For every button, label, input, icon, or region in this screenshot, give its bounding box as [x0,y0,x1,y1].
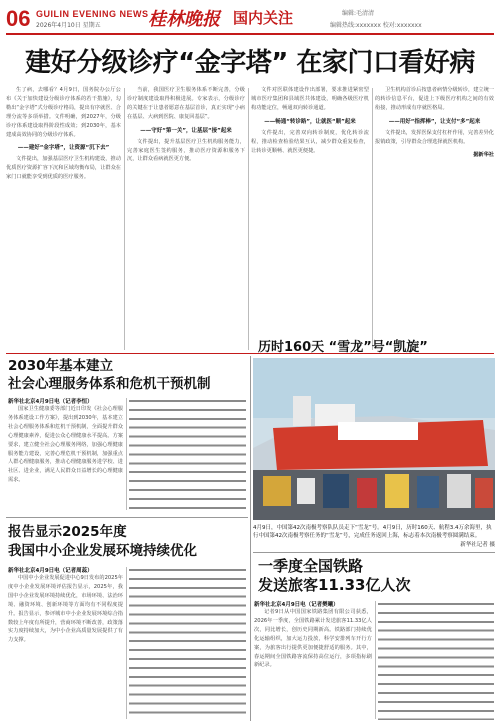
lead-paragraph: 文件提出，提升基层医疗卫生机构服务能力，完善家庭医生签约服务，推动医疗资源和服务下沉，让群众看病就医更方便。 [127,138,245,163]
lead-column-1 [6,86,121,351]
page-number: 06 [6,6,31,31]
section-title: 国内关注 [233,9,294,27]
story-byline: 新华社北京4月9日电（记者李恒） [8,399,93,405]
photo-story-headline: 历时160天 “雪龙”号“凯旋” [258,340,428,355]
story-byline: 新华社北京4月9日电（记者樊曦） [254,602,339,608]
story-text-block [378,600,494,720]
section-rule [253,552,495,553]
lead-subhead: ——畅通“转诊路”，让就医“顺”起来 [264,118,356,125]
publication-name: GUILIN EVENING NEWS [36,9,149,19]
lead-paragraph: 文件对医联体建设作出部署，要求推进紧密型城市医疗集团和县域医共体建设，明确各级医疗机构功能定位，畅通双向转诊通道。 [251,87,369,111]
story-headline-line2: 发送旅客11.33亿人次 [258,576,411,594]
column-divider [372,88,373,350]
story-text-block [129,397,246,511]
story-headline-line1: 一季度全国铁路 [258,557,364,575]
story-headline-line1: 报告显示2025年度 [8,524,127,540]
lead-paragraph: 文件提出，发挥医保支付杠杆作用，完善差异化报销政策，引导群众合理选择就医机构。 [375,129,494,145]
story-headline-line1: 2030年基本建立 [8,358,114,374]
column-divider [126,398,127,510]
lead-paragraph: 卫生机构首诊后按患者病情分级转诊，建立统一的转诊信息平台，促进上下级医疗机构之间的有效衔接，推动形成有序就医格局。 [375,87,494,111]
snow-dragon-photo [253,358,495,520]
story-paragraph: 中国中小企业发展促进中心9日发布的2025年度中小企业发展环境评估报告显示，2025年，我国中小企业发展环境持续优化，市场环境、法治环境、融资环境、创新环境等方面均有不同程度提升。报告显示，参评城市中小企业发展环境综合指数较上年度有所提升，营商环境不断改善，政策落实力度持续加大，为中小企业高质量发展提供了有力支撑。 [8,575,123,644]
story-column [254,600,372,720]
page-header [0,0,500,36]
lead-column-4 [375,86,494,351]
lead-column-3 [251,86,369,351]
section-rule [6,517,248,518]
story-headline-line2: 社会心理服务体系和危机干预机制 [8,376,211,392]
column-divider [248,88,249,350]
newspaper-logo: 桂林晚报 [148,9,220,30]
lead-byline: 据新华社 [473,151,494,158]
lead-subhead: ——守好“第一关”，让基层“接”起来 [140,127,232,134]
story-column [8,397,123,511]
lead-subhead: ——用好“指挥棒”，让支付“多”起来 [388,118,481,125]
story-headline-line2: 我国中小企业发展环境持续优化 [8,543,197,559]
story-text-block [129,566,246,720]
lead-subhead: ——建好“金字塔”，让资源“沉下去” [17,145,110,152]
photo-caption [253,524,495,549]
story-column [8,566,123,720]
column-divider [375,601,376,719]
lead-paragraph: 生了病，去哪看？4月9日，国务院办公厅公布《关于加快建设分级诊疗体系的若干措施》，勾勒出“金字塔”式分级诊疗格局，提出有序就医、合理分流等多项举措。文件明确，到2027年，分级诊疗体系建设取得阶段性成效；到2030年，基本建成高效协同的分级诊疗体系。 [6,87,121,138]
lead-column-2 [127,86,245,351]
ship-arrival-image [253,358,495,520]
issue-date: 2026年4月10日 星期五 [36,22,101,29]
lead-paragraph: 文件提出，加强基层医疗卫生机构建设，推动优质医疗资源扩容下沉和区域均衡布局，让群众在家门口就能享受到优质的医疗服务。 [6,156,121,181]
lead-paragraph: 当前，我国医疗卫生服务体系不断完善，分级诊疗制度建设取得积极进展。专家表示，分级诊疗的关键在于让患者愿意在基层首诊，真正实现“小病在基层、大病到医院、康复回基层”。 [127,87,245,120]
column-divider [126,567,127,719]
caption-text: 4月9日，中国第42次南极考察队队员走下“雪龙”号。4月9日，历时160天、航程3.4万余海里，执行中国第42次南极考察任务的“雪龙”号，完成任务返回上海，标志着本次南极考察圆满结束。 [253,525,492,540]
column-divider [124,88,125,350]
story-paragraph: 记者9日从中国国家铁路集团有限公司获悉，2026年一季度，全国铁路累计发送旅客11.33亿人次，同比增长，创历史同期新高。铁路部门持续优化运输组织，加大运力投放，科学安排列车开行方案，为旅客出行提供更加便捷舒适的服务。其中，春运期间全国铁路客流保持高位运行，多项指标刷新纪录。 [254,609,372,669]
lead-headline: 建好分级诊疗“金字塔” 在家门口看好病 [25,48,475,78]
story-byline: 新华社北京4月9日电（记者周蕊） [8,568,93,574]
header-rule [6,33,494,35]
page-divider [250,356,251,721]
lead-paragraph: 文件提出，完善双向转诊制度，优化转诊流程，推动检查检验结果互认，减少群众重复检查，让转诊更顺畅、就医更便捷。 [251,129,369,154]
story-paragraph: 国家卫生健康委等部门近日印发《社会心理服务体系建设工作方案》，提出到2030年，基本建立社会心理服务体系和危机干预机制，全面提升群众心理健康素养，促进公众心理健康水平提高。方案要求，建立健全社会心理服务网络，加强心理健康服务能力建设，完善心理危机干预机制，加强重点人群心理健康服务，推动心理健康服务进学校、进社区、进企业，满足人民群众日益增长的心理健康需求。 [8,406,123,484]
photo-credit: 新华社记者 摄 [460,541,495,548]
editor-credit: 编辑:毛清清 [342,10,375,17]
hotline-info: 编辑热线:xxxxxxx 校对:xxxxxxx [330,22,422,29]
